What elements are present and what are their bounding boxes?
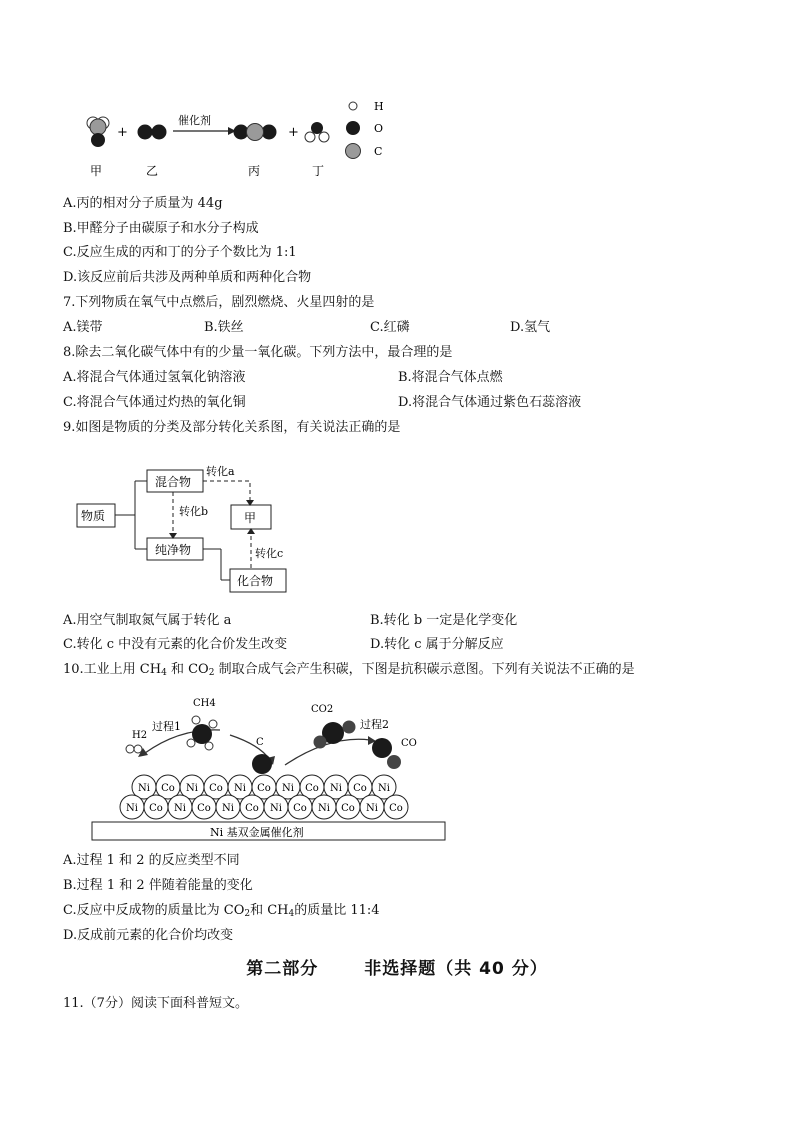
process2-label: 过程2 xyxy=(360,718,389,731)
node-mixture: 混合物 xyxy=(155,475,192,489)
q8-option-c: C.将混合气体通过灼热的氧化铜 xyxy=(63,395,246,410)
catalyst-atom-label: Co xyxy=(161,783,175,794)
legend-o: O xyxy=(374,122,384,135)
q6-option-c: C.反应生成的丙和丁的分子个数比为 1:1 xyxy=(63,245,297,260)
catalyst-atom-label: Ni xyxy=(318,803,330,814)
catalyst-atom-label: Ni xyxy=(270,803,282,814)
process1-label: 过程1 xyxy=(152,720,181,733)
catalyst-atom-label: Ni xyxy=(378,783,390,794)
label-conv-b: 转化b xyxy=(179,505,209,518)
q6-option-b: B.甲醛分子由碳原子和水分子构成 xyxy=(63,221,259,236)
node-compound: 化合物 xyxy=(237,574,274,588)
plus-sign-2: + xyxy=(288,125,299,140)
label-conv-c: 转化c xyxy=(255,547,284,560)
catalyst-atom-label: Co xyxy=(353,783,367,794)
q7-option-c: C.红磷 xyxy=(370,320,410,335)
catalyst-atom-label: Co xyxy=(305,783,319,794)
section-heading xyxy=(0,958,794,980)
co-label: CO xyxy=(401,738,417,749)
node-root: 物质 xyxy=(81,509,106,523)
q9-option-b: B.转化 b 一定是化学变化 xyxy=(370,613,518,628)
q6-option-a: A.丙的相对分子质量为 44g xyxy=(63,196,223,211)
molecule-jia xyxy=(87,117,109,147)
legend xyxy=(346,100,384,159)
catalyst-atom-label: Ni xyxy=(234,783,246,794)
catalyst-atom-label: Ni xyxy=(282,783,294,794)
catalyst-atom-label: Ni xyxy=(126,803,138,814)
catalyst-label: Ni 基双金属催化剂 xyxy=(210,826,304,839)
plus-sign-1: + xyxy=(117,125,128,140)
q6-option-d: D.该反应前后共涉及两种单质和两种化合物 xyxy=(63,270,312,285)
q10-option-b: B.过程 1 和 2 伴随着能量的变化 xyxy=(63,878,253,893)
q7-option-d: D.氢气 xyxy=(510,320,551,335)
catalyst-atom-label: Ni xyxy=(366,803,378,814)
label-conv-a: 转化a xyxy=(206,465,235,478)
classification-diagram xyxy=(75,462,305,597)
node-pure: 纯净物 xyxy=(155,543,192,557)
label-bing: 丙 xyxy=(248,164,261,178)
catalyst-atoms xyxy=(120,775,408,819)
h2-label: H2 xyxy=(132,730,148,741)
q11-stem: 11.（7分）阅读下面科普短文。 xyxy=(63,996,248,1011)
catalyst-atom-label: Ni xyxy=(138,783,150,794)
co2-label: CO2 xyxy=(311,704,334,715)
q8-option-a: A.将混合气体通过氢氧化钠溶液 xyxy=(63,370,246,385)
molecule-bing xyxy=(234,124,277,141)
molecule-ding xyxy=(305,122,329,142)
catalyst-atom-label: Co xyxy=(389,803,403,814)
molecule-yi xyxy=(138,125,167,140)
h2-molecule xyxy=(126,745,142,753)
section-title-text: 非选择题（共 40 分） xyxy=(364,959,548,979)
carbon-atom xyxy=(252,754,272,774)
q10-option-a: A.过程 1 和 2 的反应类型不同 xyxy=(63,853,240,868)
catalyst-label: 催化剂 xyxy=(178,114,211,127)
q7-option-a: A.镁带 xyxy=(63,320,103,335)
q7-stem: 7.下列物质在氧气中点燃后，剧烈燃烧、火星四射的是 xyxy=(63,295,375,310)
q9-option-d: D.转化 c 属于分解反应 xyxy=(370,637,504,652)
anti-carbon-figure xyxy=(90,690,450,848)
catalyst-atom-label: Co xyxy=(257,783,271,794)
catalyst-atom-label: Co xyxy=(197,803,211,814)
q7-option-b: B.铁丝 xyxy=(204,320,244,335)
catalyst-atom-label: Ni xyxy=(222,803,234,814)
catalyst-atom-label: Co xyxy=(341,803,355,814)
q8-option-d: D.将混合气体通过紫色石蕊溶液 xyxy=(398,395,582,410)
q9-stem: 9.如图是物质的分类及部分转化关系图，有关说法正确的是 xyxy=(63,420,401,435)
label-jia: 甲 xyxy=(90,164,103,178)
reaction-figure xyxy=(70,95,400,180)
c-label: C xyxy=(256,737,264,748)
q9-option-a: A.用空气制取氮气属于转化 a xyxy=(63,613,232,628)
catalyst-atom-label: Co xyxy=(209,783,223,794)
q8-stem: 8.除去二氧化碳气体中有的少量一氧化碳。下列方法中，最合理的是 xyxy=(63,345,453,360)
legend-h: H xyxy=(374,100,384,113)
q8-option-b: B.将混合气体点燃 xyxy=(398,370,503,385)
ch4-molecule xyxy=(187,716,217,750)
co2-molecule xyxy=(314,721,356,749)
catalyst-atom-label: Ni xyxy=(330,783,342,794)
co-molecule xyxy=(372,738,401,769)
q10-option-c: C.反应中反成物的质量比为 $CO_2$和 $CH_4$的质量比 11:4 xyxy=(63,903,380,919)
catalyst-atom-label: Ni xyxy=(186,783,198,794)
ch4-label: CH4 xyxy=(193,698,216,709)
label-ding: 丁 xyxy=(312,164,325,178)
q9-option-c: C.转化 c 中没有元素的化合价发生改变 xyxy=(63,637,288,652)
catalyst-atom-label: Co xyxy=(245,803,259,814)
node-target: 甲 xyxy=(244,511,257,525)
section-part: 第二部分 xyxy=(246,959,319,979)
q10-stem: 10.工业上用 $CH_4$ 和 $CO_2$ 制取合成气会产生积碳，下图是抗积碳示意图。下列有关说法不正确的是 xyxy=(63,662,635,678)
legend-c: C xyxy=(374,145,383,158)
catalyst-atom-label: Co xyxy=(293,803,307,814)
catalyst-atom-label: Co xyxy=(149,803,163,814)
q10-option-d: D.反成前元素的化合价均改变 xyxy=(63,928,234,943)
label-yi: 乙 xyxy=(146,164,159,178)
catalyst-atom-label: Ni xyxy=(174,803,186,814)
